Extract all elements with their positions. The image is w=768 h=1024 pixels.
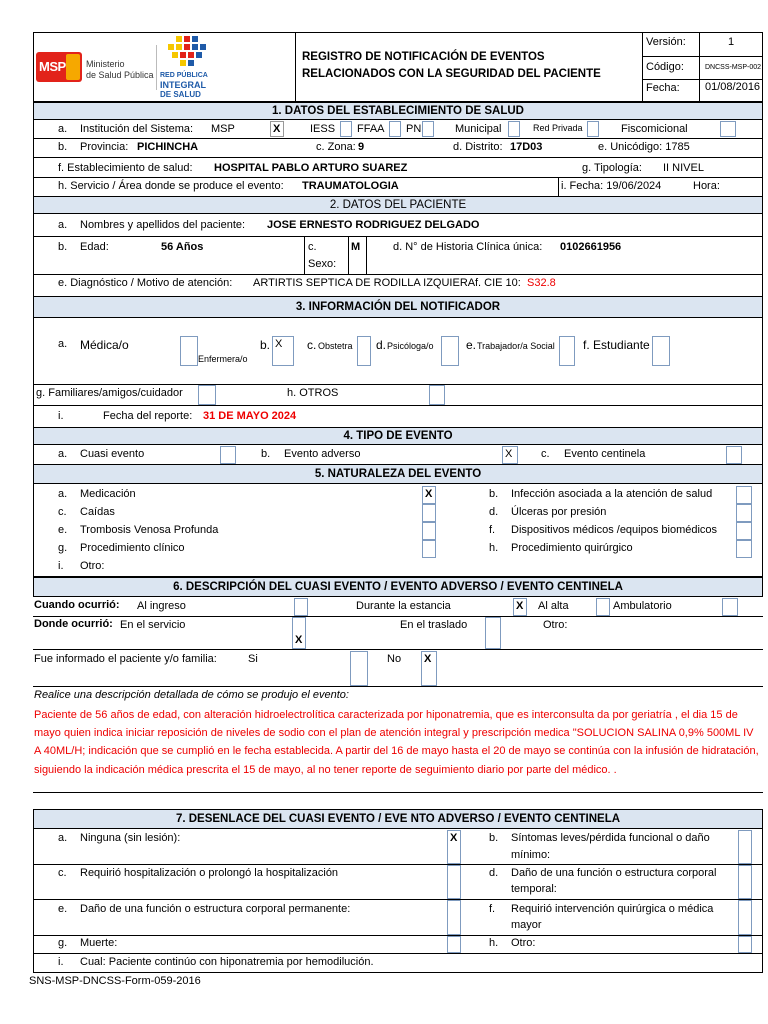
s1-hora-label: Hora: — [693, 180, 720, 192]
s6-al-ingreso: Al ingreso — [137, 600, 186, 612]
s7-e-text: Daño de una función o estructura corporal permanente: — [80, 903, 351, 915]
s4-cuasi: Cuasi evento — [80, 448, 145, 460]
s6-no-checkbox[interactable] — [421, 651, 437, 686]
version-value: 1 — [728, 36, 735, 48]
s5-item-e — [58, 524, 67, 536]
s5-proc-quirurgico-checkbox[interactable] — [736, 540, 752, 558]
s7-h-text: Otro: — [511, 937, 536, 949]
s4-centinela-checkbox[interactable] — [726, 446, 742, 464]
s6-no: No — [387, 653, 402, 665]
s7-c-text: Requirió hospitalización o prolongó la hospitalización — [80, 867, 339, 879]
s2-nombres: JOSE ERNESTO RODRIGUEZ DELGADO — [267, 219, 480, 231]
s6-donde-label: Donde ocurrió: — [34, 618, 113, 630]
logo-red-1: RED PÚBLICA — [160, 72, 208, 79]
s5-item-letter: g. — [58, 542, 68, 554]
form-title-line2: RELACIONADOS CON LA SEGURIDAD DEL PACIENTE — [302, 68, 601, 80]
s7-d-text1: Daño de una función o estructura corporal — [511, 867, 717, 879]
s3-a-label: a. — [58, 338, 68, 350]
s3-b-label: b. — [260, 338, 271, 352]
s7-i-text: Cual: Paciente continúo con hiponatremia por hemodilución. — [80, 956, 374, 968]
logo-red-2: INTEGRAL — [160, 80, 206, 90]
s7-hospitalizacion-checkbox[interactable] — [447, 865, 461, 899]
s1-iess-checkbox[interactable] — [340, 121, 352, 137]
s4-adverso-mark: X — [505, 448, 513, 460]
s5-item-letter: h. — [489, 542, 499, 554]
msp-logo — [36, 52, 82, 82]
s5-item-letter: a. — [58, 488, 68, 500]
s2-diag-label: e. Diagnóstico / Motivo de atención: — [58, 277, 233, 289]
s5-item-text: Procedimiento quirúrgico — [511, 542, 633, 554]
s2-cie-label: f. CIE 10: — [475, 277, 521, 289]
s7-b-label: b. — [489, 832, 499, 844]
s2-nombres-label: Nombres y apellidos del paciente: — [80, 219, 246, 231]
section-5-title: 5. NATURALEZA DEL EVENTO — [33, 464, 763, 484]
s5-item-a — [58, 488, 67, 500]
code-label: Código: — [646, 61, 684, 73]
s7-permanente-checkbox[interactable] — [447, 900, 461, 935]
s2-diag: ARTIRTIS SEPTICA DE RODILLA IZQUIERA — [253, 277, 476, 289]
s2-sexo: M — [351, 241, 361, 253]
s7-ninguna-checkbox[interactable] — [447, 830, 461, 864]
s6-en-traslado: En el traslado — [400, 619, 468, 631]
s7-sintomas-checkbox[interactable] — [738, 830, 752, 864]
s3-i-label: i. — [58, 410, 64, 422]
s4-cuasi-checkbox[interactable] — [220, 446, 236, 464]
s5-proc-clinico-checkbox[interactable] — [422, 540, 436, 558]
s5-item-text: Trombosis Venosa Profunda — [80, 524, 219, 536]
s3-b-mark: X — [275, 338, 283, 350]
s6-en-servicio-checkbox[interactable] — [292, 617, 306, 649]
s5-trombosis-checkbox[interactable] — [422, 522, 436, 540]
s1-estab: HOSPITAL PABLO ARTURO SUAREZ — [214, 162, 408, 174]
code-value: DNCSS-MSP-002 — [705, 64, 762, 71]
s6-al-alta: Al alta — [538, 600, 569, 612]
s5-item-text: Procedimiento clínico — [80, 542, 185, 554]
s5-item-letter: i. — [58, 560, 64, 572]
s5-item-text: Infección asociada a la atención de salud — [511, 488, 713, 500]
s1-red-privada-checkbox[interactable] — [587, 121, 599, 137]
s7-otro-checkbox[interactable] — [738, 936, 752, 953]
s5-item-text: Medicación — [80, 488, 136, 500]
s7-a-mark: X — [450, 832, 458, 844]
s3-medica: Médica/o — [80, 338, 129, 352]
s7-temporal-checkbox[interactable] — [738, 865, 752, 899]
s5-item-text: Úlceras por presión — [511, 506, 607, 518]
s6-informado-label: Fue informado el paciente y/o familia: — [34, 653, 217, 665]
s5-ulceras-checkbox[interactable] — [736, 504, 752, 522]
s1-municipal-checkbox[interactable] — [508, 121, 520, 137]
s1-a-label: a. — [58, 123, 68, 135]
s1-iess: IESS — [310, 123, 336, 135]
s6-al-ingreso-checkbox[interactable] — [294, 598, 308, 616]
s4-adverso-checkbox[interactable] — [502, 446, 518, 464]
s6-durante: Durante la estancia — [356, 600, 451, 612]
s3-f-label: f. Estudiante — [583, 338, 650, 352]
s3-g-label: g. Familiares/amigos/cuidador — [36, 387, 183, 399]
s5-item-letter: b. — [489, 488, 499, 500]
s6-ambulatorio: Ambulatorio — [613, 600, 672, 612]
s3-fecha-reporte-label: Fecha del reporte: — [103, 410, 193, 422]
s1-provincia-label: Provincia: — [80, 141, 129, 153]
s5-item-g — [58, 542, 67, 554]
s5-item-letter: e. — [58, 524, 68, 536]
s1-estab-label: f. Establecimiento de salud: — [58, 162, 193, 174]
s6-al-alta-checkbox[interactable] — [596, 598, 610, 616]
s2-edad-label: Edad: — [80, 241, 109, 253]
section-4-title: 4. TIPO DE EVENTO — [33, 427, 763, 445]
s1-pn-checkbox[interactable] — [422, 121, 434, 137]
s2-sexo-label: Sexo: — [308, 258, 337, 270]
s1-fecha-evento: i. Fecha: 19/06/2024 — [561, 180, 662, 192]
s6-otro: Otro: — [543, 619, 568, 631]
s1-msp-mark: X — [273, 123, 281, 135]
s7-b-text1: Síntomas leves/pérdida funcional o daño — [511, 832, 710, 844]
section-2-title: 2. DATOS DEL PACIENTE — [33, 196, 763, 214]
s7-muerte-checkbox[interactable] — [447, 936, 461, 953]
s6-description[interactable]: Paciente de 56 años de edad, con alteración hidroelectrolítica caracterizada por hiponatremia, que es interconsulta da por geriatría , el dia 15 de mayo quien indica iniciar reposición de niveles de sodio con el plan de atención integral y prescripción medica "SOLUCION SALINA 0,9% 500ML IV A 40ML/H; indicación que se cumplió en le fecha establecida. A partir del 16 de mayo hasta el 20 de mayo se continúa con la infusión de hidratación, siguiendo la indicación médica prescrita el 15 de mayo, al no tener reporte de seguimiento diario por parte del médico. . — [34, 709, 759, 776]
logo-salud: de Salud Pública — [86, 70, 154, 80]
logo-red-3: DE SALUD — [160, 90, 201, 99]
logo-ministerio: Ministerio — [86, 59, 125, 69]
s7-intervencion-checkbox[interactable] — [738, 900, 752, 935]
s3-medica-checkbox[interactable] — [180, 336, 198, 366]
s2-edad: 56 Años — [161, 241, 204, 253]
s5-infeccion-checkbox[interactable] — [736, 486, 752, 504]
s1-ffaa: FFAA — [357, 123, 385, 135]
s3-h-label: h. OTROS — [287, 387, 339, 399]
s7-g-label: g. — [58, 937, 68, 949]
s4-c-label: c. — [541, 448, 550, 460]
s7-a-label: a. — [58, 832, 68, 844]
s7-d-text2: temporal: — [511, 883, 557, 895]
s1-distrito: 17D03 — [510, 141, 543, 153]
s7-b-text2: mínimo: — [511, 849, 551, 861]
s7-g-text: Muerte: — [80, 937, 118, 949]
form-title-line1: REGISTRO DE NOTIFICACIÓN DE EVENTOS — [302, 51, 545, 63]
s6-si-checkbox[interactable] — [350, 651, 368, 686]
s5-medicacion-checkbox[interactable] — [422, 486, 436, 504]
s1-servicio: TRAUMATOLOGIA — [302, 180, 399, 192]
s5-item-letter: d. — [489, 506, 499, 518]
s2-a-label: a. — [58, 219, 68, 231]
s2-hc: 0102661956 — [560, 241, 622, 253]
s7-i-label: i. — [58, 956, 64, 968]
s3-d-label: d. — [376, 338, 387, 352]
msp-logo-text: MSP — [39, 59, 66, 74]
section-7-title: 7. DESENLACE DEL CUASI EVENTO / EVE NTO ADVERSO / EVENTO CENTINELA — [33, 809, 763, 829]
s5-item-letter: c. — [58, 506, 67, 518]
s1-ffaa-checkbox[interactable] — [389, 121, 401, 137]
s5-item-i — [58, 560, 64, 572]
s3-psicologa-checkbox[interactable] — [441, 336, 459, 366]
s1-unicodigo: e. Unicódigo: 1785 — [598, 141, 690, 153]
s6-en-traslado-checkbox[interactable] — [485, 617, 501, 649]
s3-estudiante-checkbox[interactable] — [652, 336, 670, 366]
s1-fiscomisional-checkbox[interactable] — [720, 121, 736, 137]
s6-no-mark: X — [424, 653, 432, 665]
s1-tipologia-label: g. Tipología: — [582, 162, 642, 174]
s5-item-text: Caídas — [80, 506, 115, 518]
s1-servicio-label: h. Servicio / Área donde se produce el evento: — [58, 180, 284, 192]
s3-otros-checkbox[interactable] — [429, 385, 445, 405]
s4-centinela: Evento centinela — [564, 448, 646, 460]
s7-c-label: c. — [58, 867, 67, 879]
s6-durante-mark: X — [516, 600, 524, 612]
s1-tipologia: II NIVEL — [663, 162, 704, 174]
date-value: 01/08/2016 — [705, 81, 761, 93]
s1-provincia: PICHINCHA — [137, 141, 199, 153]
s1-municipal: Municipal — [455, 123, 502, 135]
s1-msp: MSP — [211, 123, 235, 135]
section-6-title: 6. DESCRIPCIÓN DEL CUASI EVENTO / EVENTO ADVERSO / EVENTO CENTINELA — [33, 577, 763, 597]
s1-zona: 9 — [358, 141, 365, 153]
s3-psicologa: Psicóloga/o — [387, 341, 434, 351]
s1-institucion-label: Institución del Sistema: — [80, 123, 194, 135]
s3-e-label: e. — [466, 338, 477, 352]
s5-item-letter: f. — [489, 524, 496, 536]
date-label: Fecha: — [646, 82, 680, 94]
version-label: Versión: — [646, 36, 686, 48]
s6-desc-prompt: Realice una descripción detallada de cómo se produjo el evento: — [34, 689, 349, 701]
s1-pn: PN — [406, 123, 422, 135]
s1-fiscomisional: Fiscomicional — [621, 123, 688, 135]
s3-familiares-checkbox[interactable] — [198, 385, 216, 405]
s1-zona-label: c. Zona: — [316, 141, 356, 153]
s7-h-label: h. — [489, 937, 499, 949]
s2-hc-label: d. N° de Historia Clínica única: — [393, 241, 543, 253]
s6-servicio-mark: X — [295, 634, 303, 646]
s6-cuando-label: Cuando ocurrió: — [34, 599, 120, 611]
s1-b-label: b. — [58, 141, 68, 153]
s5-item-c — [58, 506, 67, 518]
s7-e-label: e. — [58, 903, 68, 915]
s6-ambulatorio-checkbox[interactable] — [722, 598, 738, 616]
s3-enfermera: Enfermera/o — [198, 354, 248, 364]
s7-f-text2: mayor — [511, 919, 542, 931]
s3-c-label: c. — [307, 338, 317, 352]
s5-dispositivos-checkbox[interactable] — [736, 522, 752, 540]
s3-enfermera-checkbox[interactable] — [272, 336, 294, 366]
s1-msp-checkbox[interactable] — [270, 121, 284, 137]
s7-a-text: Ninguna (sin lesión): — [80, 832, 181, 844]
s5-item-text: Dispositivos médicos /equipos biomédicos — [511, 524, 718, 536]
s3-obstetra: Obstetra — [318, 341, 353, 351]
s3-obstetra-checkbox[interactable] — [357, 336, 371, 366]
s4-adverso: Evento adverso — [284, 448, 361, 460]
section-3-title: 3. INFORMACIÓN DEL NOTIFICADOR — [33, 296, 763, 318]
s2-cie: S32.8 — [527, 277, 556, 289]
s5-item-text: Otro: — [80, 560, 105, 572]
s1-red-privada: Red Privada — [533, 123, 583, 133]
s2-b-label: b. — [58, 241, 68, 253]
s6-en-servicio: En el servicio — [120, 619, 186, 631]
s4-a-label: a. — [58, 448, 68, 460]
section-1-title: 1. DATOS DEL ESTABLECIMIENTO DE SALUD — [33, 102, 763, 120]
s6-durante-checkbox[interactable] — [513, 598, 527, 616]
s5-caidas-checkbox[interactable] — [422, 504, 436, 522]
s7-f-label: f. — [489, 903, 496, 915]
s6-si: Si — [248, 653, 258, 665]
s3-trabajador: Trabajador/a Social — [477, 341, 555, 351]
footer-form-code: SNS-MSP-DNCSS-Form-059-2016 — [29, 975, 201, 987]
s7-f-text1: Requirió intervención quirúrgica o médica — [511, 903, 714, 915]
s3-fecha-reporte: 31 DE MAYO 2024 — [203, 410, 297, 422]
s1-distrito-label: d. Distrito: — [453, 141, 503, 153]
s3-trabajador-checkbox[interactable] — [559, 336, 575, 366]
s4-b-label: b. — [261, 448, 271, 460]
s7-d-label: d. — [489, 867, 499, 879]
s2-sexo-c: c. — [308, 241, 317, 253]
s5-item-mark: X — [425, 488, 433, 500]
